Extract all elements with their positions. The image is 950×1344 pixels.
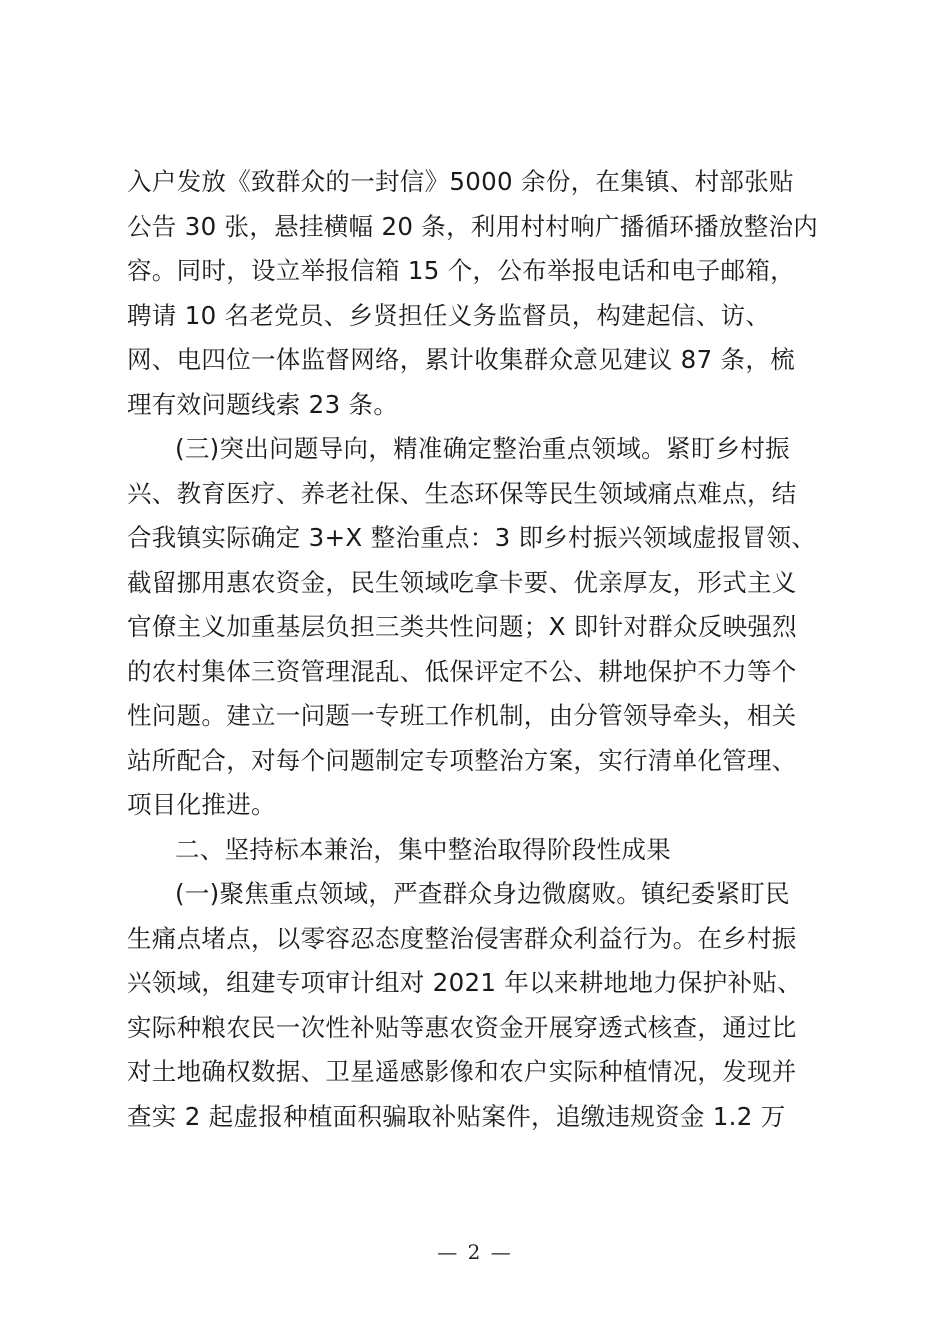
body-text-line: 网、电四位一体监督网络，累计收集群众意见建议 87 条，梳 <box>127 345 795 374</box>
page-number: — 2 — <box>437 1240 513 1264</box>
body-text-line: 站所配合，对每个问题制定专项整治方案，实行清单化管理、 <box>127 745 797 775</box>
body-text-line: 性问题。建立一问题一专班工作机制，由分管领导牵头，相关 <box>127 701 797 730</box>
body-text-line: 聘请 10 名老党员、乡贤担任义务监督员，构建起信、访、 <box>127 300 771 330</box>
body-text-line: 项目化推进。 <box>127 790 276 819</box>
body-text-line: 官僚主义加重基层负担三类共性问题；X 即针对群众反映强烈 <box>127 612 797 641</box>
subsection-heading-line: (三)突出问题导向，精准确定整治重点领域。紧盯乡村振 <box>175 434 790 463</box>
body-text-line: 入户发放《致群众的一封信》5000 余份，在集镇、村部张贴 <box>127 167 794 196</box>
body-text-line: 兴领域，组建专项审计组对 2021 年以来耕地地力保护补贴、 <box>127 968 802 997</box>
body-text-line: 查实 2 起虚报种植面积骗取补贴案件，追缴违规资金 1.2 万 <box>127 1101 786 1131</box>
document-body <box>127 160 823 1139</box>
body-text-line: 理有效问题线索 23 条。 <box>127 389 399 419</box>
body-text-line: 截留挪用惠农资金，民生领域吃拿卡要、优亲厚友，形式主义 <box>127 567 797 597</box>
body-text-line: 对土地确权数据、卫星遥感影像和农户实际种植情况，发现并 <box>127 1057 797 1086</box>
body-text-line: 容。同时，设立举报信箱 15 个，公布举报电话和电子邮箱， <box>127 256 795 285</box>
body-text-line: 公告 30 张，悬挂横幅 20 条，利用村村响广播循环播放整治内 <box>127 211 819 241</box>
body-text-line: 的农村集体三资管理混乱、低保评定不公、耕地保护不力等个 <box>127 656 797 686</box>
section-heading: 二、坚持标本兼治，集中整治取得阶段性成果 <box>175 834 671 864</box>
body-text-line: 生痛点堵点，以零容忍态度整治侵害群众利益行为。在乡村振 <box>127 923 797 953</box>
body-text-line: 兴、教育医疗、养老社保、生态环保等民生领域痛点难点，结 <box>127 478 797 508</box>
body-text-line: 合我镇实际确定 3+X 整治重点：3 即乡村振兴领域虚报冒领、 <box>127 523 817 552</box>
body-text-line: 实际种粮农民一次性补贴等惠农资金开展穿透式核查，通过比 <box>127 1012 797 1042</box>
subsection-heading-line: (一)聚焦重点领域，严查群众身边微腐败。镇纪委紧盯民 <box>175 879 790 908</box>
